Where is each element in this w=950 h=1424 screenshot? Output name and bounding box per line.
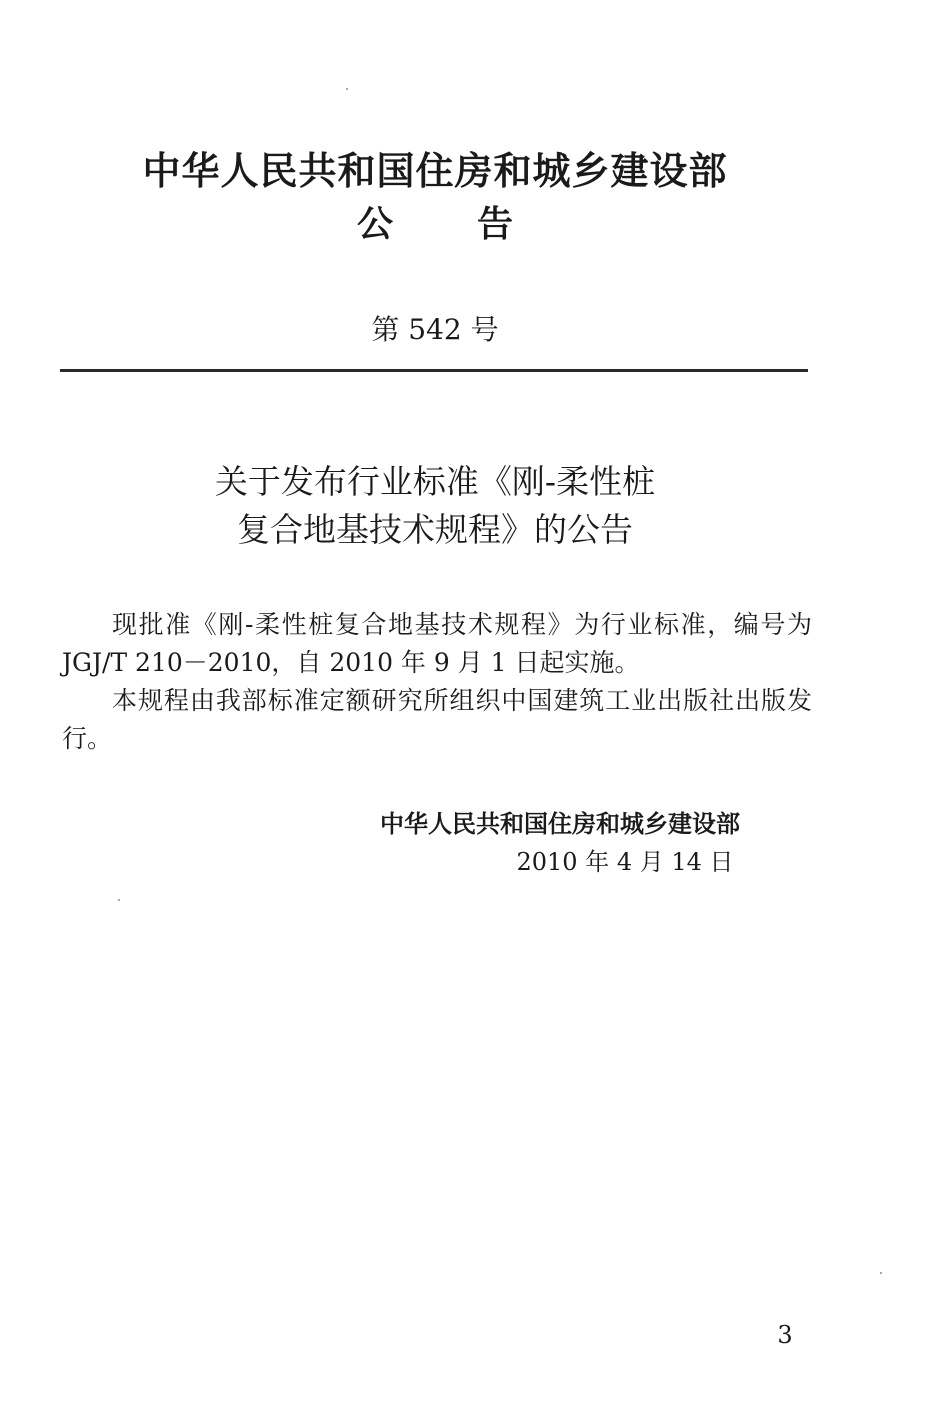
header-divider	[60, 369, 808, 372]
scan-speck	[880, 1272, 882, 1274]
ministry-title: 中华人民共和国住房和城乡建设部	[142, 149, 728, 193]
document-type-char-left: 公	[356, 204, 393, 245]
signature-date: 2010 年 4 月 14 日	[516, 848, 734, 876]
signature-organization: 中华人民共和国住房和城乡建设部	[380, 810, 740, 838]
scan-speck	[346, 88, 348, 90]
notice-title-line-2: 复合地基技术规程》的公告	[237, 510, 633, 549]
notice-title	[90, 458, 780, 554]
document-type-heading	[100, 200, 770, 250]
body-paragraph-approval: 现批准《刚-柔性桩复合地基技术规程》为行业标准，编号为 JGJ/T 210－2010，自 2010 年 9 月 1 日起实施。	[62, 610, 812, 677]
notice-title-line-1: 关于发布行业标准《刚-柔性桩	[214, 462, 656, 501]
body-paragraph-publication: 本规程由我部标准定额研究所组织中国建筑工业出版社出版发行。	[62, 686, 812, 753]
page-number: 3	[777, 1321, 793, 1349]
document-type-char-right: 告	[477, 204, 514, 245]
notice-body	[62, 606, 812, 758]
scan-speck	[118, 899, 120, 901]
document-number: 第 542 号	[371, 313, 499, 346]
